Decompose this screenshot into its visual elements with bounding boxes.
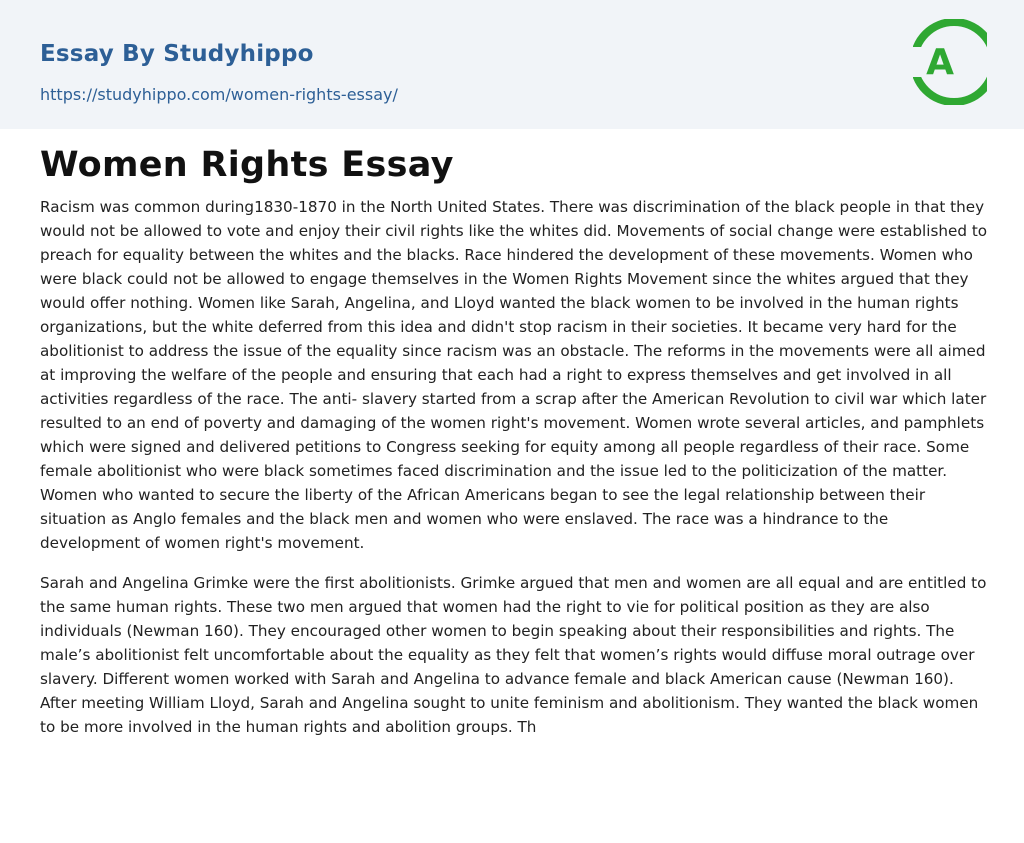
logo-letter: A [926, 42, 954, 83]
paragraph: Racism was common during1830-1870 in the North United States. There was discrimination of the black people in that they would not be allowed to vote and enjoy their civil rights like the whites did. Movements of social change were established to preach for equality between the whites and the blacks. Race hindered the development of these movements. Women who were black could not be allowed to engage themselves in the Women Rights Movement since the whites argued that they would offer nothing. Women like Sarah, Angelina, and Lloyd wanted the black women to be involved in the human rights organizations, but the white deferred from this idea and didn't stop racism in their societies. It became very hard for the abolitionist to address the issue of the equality since racism was an obstacle. The reforms in the movements were all aimed at improving the welfare of the people and ensuring that each had a right to express themselves and get involved in all activities regardless of the race. The anti- slavery started from a scrap after the American Revolution to civil war which later resulted to an end of poverty and damaging of the women right's movement. Women wrote several articles, and pamphlets which were signed and delivered petitions to Congress seeking for equity among all people regardless of their race. Some female abolitionist who were black sometimes faced discrimination and the issue led to the politicization of the matter. Women who wanted to secure the liberty of the African Americans began to see the legal relationship between their situation as Anglo females and the black men and women who were enslaved. The race was a hindrance to the development of women right's movement. [40, 198, 988, 552]
paragraph: Sarah and Angelina Grimke were the first abolitionists. Grimke argued that men and women are all equal and are entitled to the same human rights. These two men argued that women had the right to vie for political position as they are also individuals (Newman 160). They encouraged other women to begin speaking about their responsibilities and rights. The male’s abolitionist felt uncomfortable about the equality as they felt that women’s rights would diffuse moral outrage over slavery. Different women worked with Sarah and Angelina to advance female and black American cause (Newman 160). After meeting William Lloyd, Sarah and Angelina sought to unite feminism and abolitionism. They wanted the black women to be more involved in the human rights and abolition groups. Th [40, 574, 987, 736]
site-header [0, 0, 1024, 129]
studyhippo-logo-icon[interactable] [913, 19, 987, 105]
page-title: Women Rights Essay [40, 145, 454, 185]
site-brand[interactable]: Essay By Studyhippo [40, 41, 314, 67]
article-body [40, 195, 988, 755]
article-url-link[interactable]: https://studyhippo.com/women-rights-essay/ [40, 85, 398, 104]
